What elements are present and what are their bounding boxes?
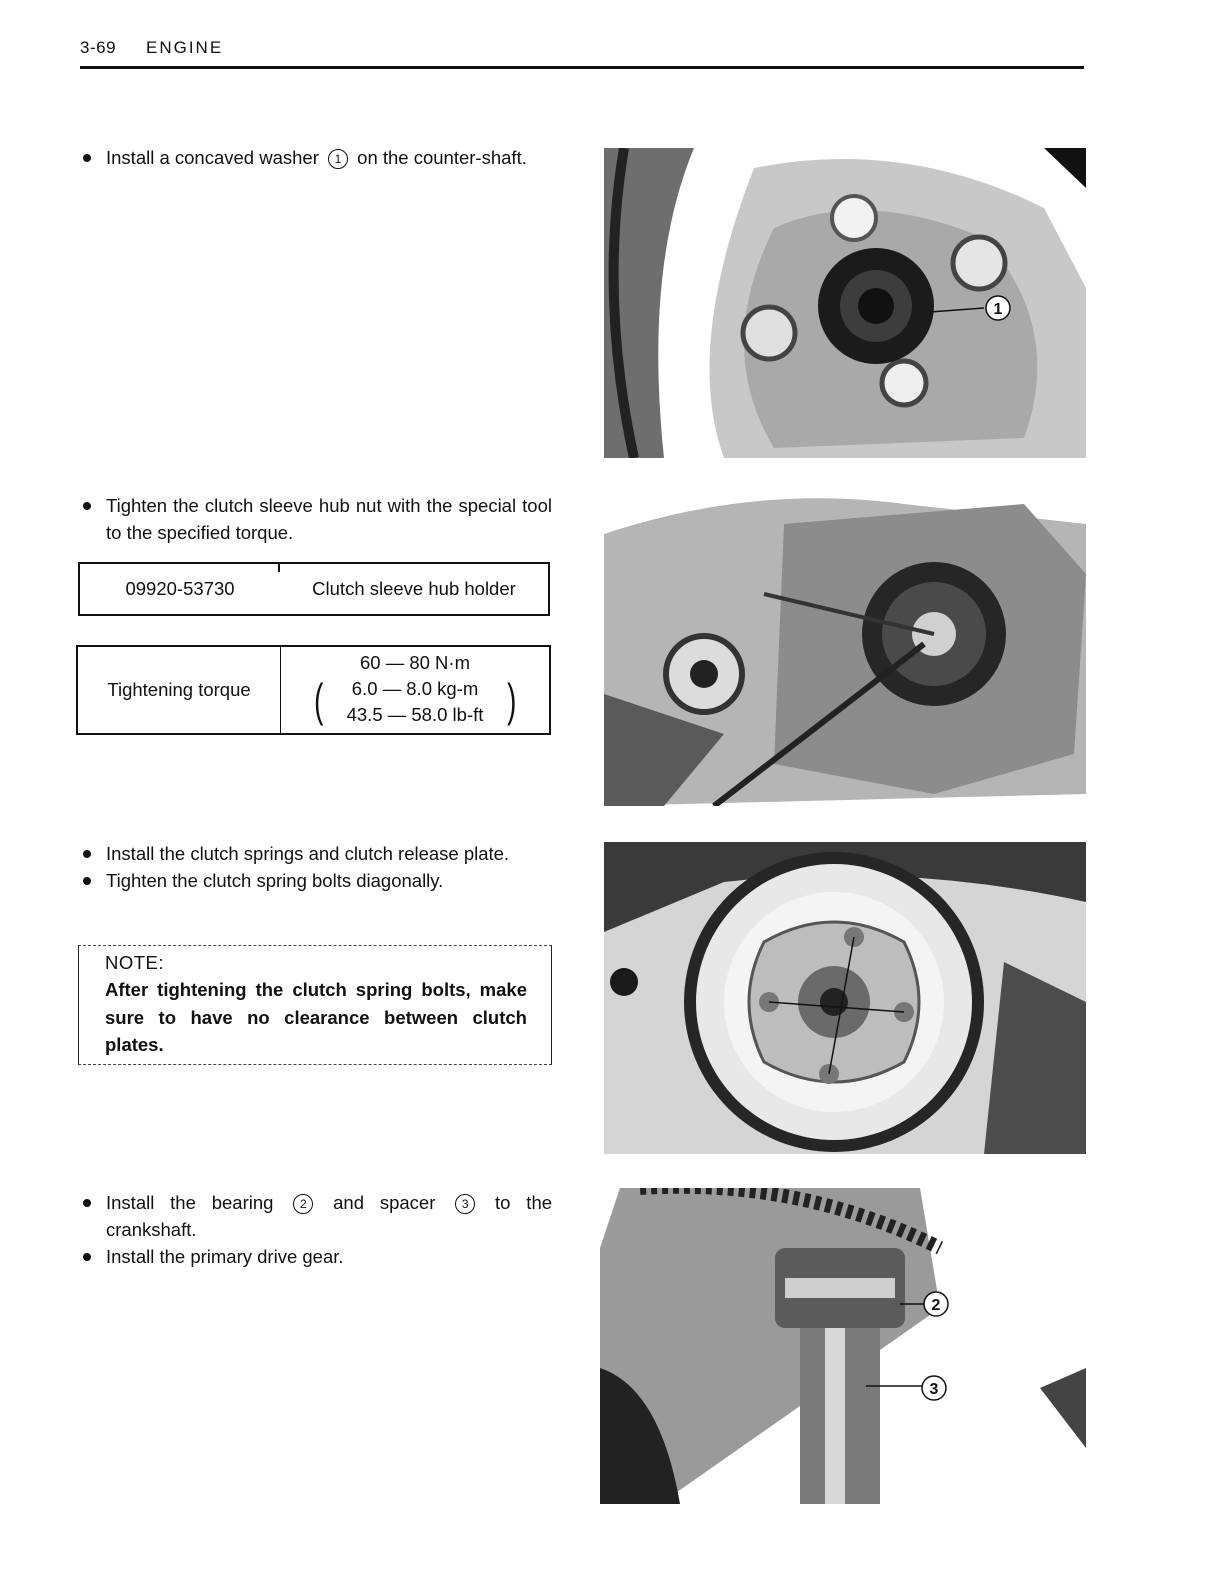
bullet-item: Install the bearing 2 and spacer 3 to the crankshaft. xyxy=(80,1189,552,1243)
callout-number: 1 xyxy=(328,149,348,169)
photo1-callout: 1 xyxy=(993,301,1003,318)
page-number: 3-69 xyxy=(80,38,117,57)
torque-nm: 60 — 80 N·m xyxy=(359,652,470,673)
step-washer xyxy=(80,144,552,171)
photo4-callout-spacer: 3 xyxy=(929,1381,939,1398)
photo4-callout-bearing: 2 xyxy=(931,1297,941,1314)
photo-sleeve-hub-holder xyxy=(604,494,1086,806)
bullet-item: Install the clutch springs and clutch release plate. xyxy=(80,840,552,867)
torque-kgm: 6.0 — 8.0 kg-m xyxy=(351,678,479,699)
section-title: ENGINE xyxy=(146,38,224,57)
step-hub-nut xyxy=(80,492,552,546)
note-box xyxy=(78,945,552,1065)
bullet-item: Install the primary drive gear. xyxy=(80,1243,552,1270)
right-paren-icon: ) xyxy=(506,674,516,726)
bullet-item: Tighten the clutch spring bolts diagonally. xyxy=(80,867,552,894)
tool-part-number: 09920-53730 xyxy=(125,578,235,599)
callout-number: 3 xyxy=(455,1194,475,1214)
callout-number: 2 xyxy=(293,1194,313,1214)
photo-countershaft-washer xyxy=(604,148,1086,458)
torque-label: Tightening torque xyxy=(78,647,281,733)
step-bearing xyxy=(80,1189,552,1270)
table-divider-tick xyxy=(278,562,280,572)
torque-lbft: 43.5 — 58.0 lb-ft xyxy=(346,704,484,725)
left-paren-icon: ( xyxy=(314,674,324,726)
special-tool-table xyxy=(78,562,550,616)
step-springs xyxy=(80,840,552,894)
torque-table xyxy=(76,645,551,735)
note-body: After tightening the clutch spring bolts, make sure to have no clearance between clutch plates. xyxy=(105,979,527,1055)
tool-name: Clutch sleeve hub holder xyxy=(312,578,516,599)
photo-bearing-spacer xyxy=(600,1188,1086,1504)
page-header xyxy=(80,34,1084,69)
torque-values xyxy=(281,647,549,733)
photo-clutch-spring-bolts xyxy=(604,842,1086,1154)
note-title: NOTE: xyxy=(105,952,165,973)
bullet-item: Install a concaved washer 1 on the counter-shaft. xyxy=(80,144,552,171)
bullet-item: Tighten the clutch sleeve hub nut with the special tool to the specified torque. xyxy=(80,492,552,546)
